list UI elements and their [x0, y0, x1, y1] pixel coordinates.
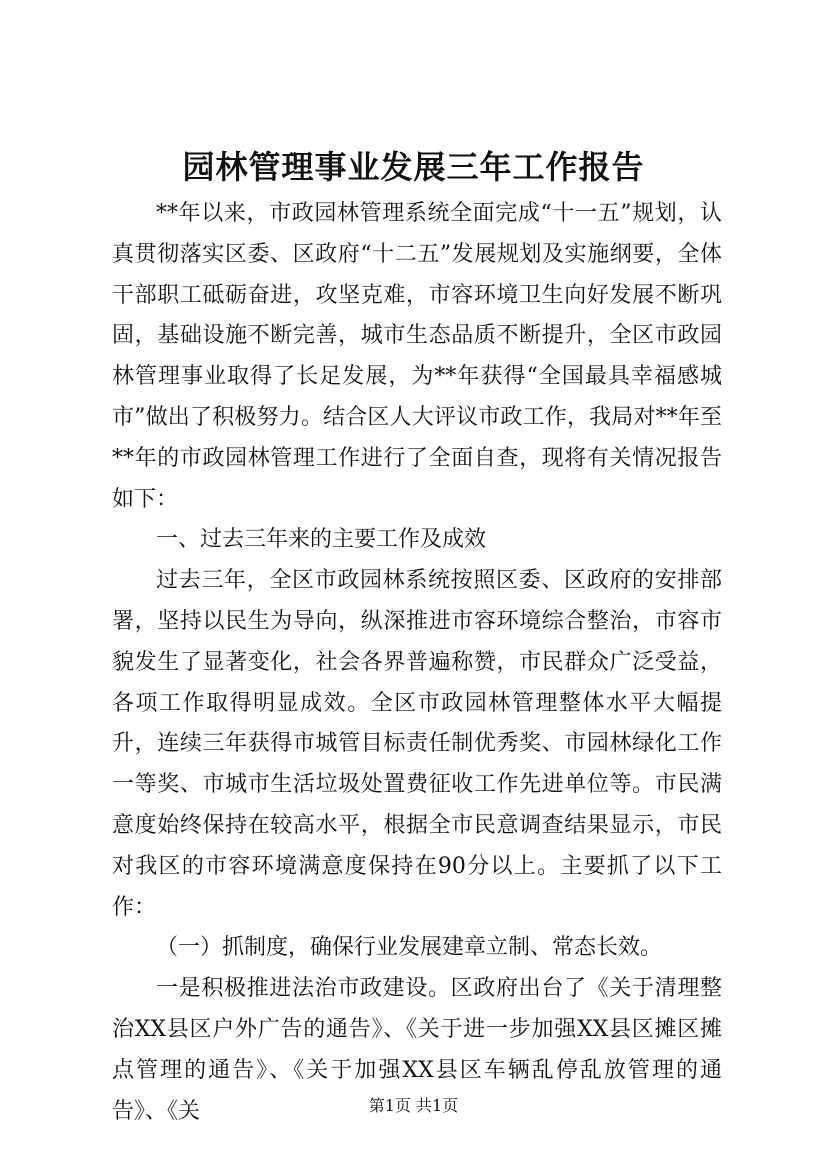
subsection-heading: （一）抓制度，确保行业发展建章立制、常态长效。	[156, 935, 663, 961]
page-footer: 第1页 共1页	[368, 1096, 459, 1115]
section-heading: 一、过去三年来的主要工作及成效	[156, 527, 487, 553]
paragraph-achievements: 过去三年，全区市政园林系统按照区委、区政府的安排部署，坚持以民生为导向，纵深推进市容环境综合整治，市容市貌发生了显著变化，社会各界普遍称赞，市民群众广泛受益，各项工作取得明显成效。全区市政园林管理整体水平大幅提升，连续三年获得市城管目标责任制优秀奖、市园林绿化工作一等奖、市城市生活垃圾处置费征收工作先进单位等。市民满意度始终保持在较高水平，根据全市民意调查结果显示，市民对我区的市容环境满意度保持在90分以上。主要抓了以下工作：	[112, 568, 722, 920]
paragraph-intro: **年以来，市政园林管理系统全面完成“十一五”规划，认真贯彻落实区委、区政府“十二五”发展规划及实施纲要，全体干部职工砥砺奋进，攻坚克难，市容环境卫生向好发展不断巩固，基础设施不断完善，城市生态品质不断提升，全区市政园林管理事业取得了长足发展，为**年获得“全国最具幸福感城市”做出了积极努力。结合区人大评议市政工作，我局对**年至**年的市政园林管理工作进行了全面自查，现将有关情况报告如下：	[112, 201, 722, 512]
document-title: 园林管理事业发展三年工作报告	[182, 148, 645, 186]
document-body	[112, 194, 722, 1132]
paragraph-rule-of-law: 一是积极推进法治市政建设。区政府出台了《关于清理整治XX县区户外广告的通告》、《关于进一步加强XX县区摊区摊点管理的通告》、《关于加强XX县区车辆乱停乱放管理的通告》、《关	[112, 976, 722, 1124]
